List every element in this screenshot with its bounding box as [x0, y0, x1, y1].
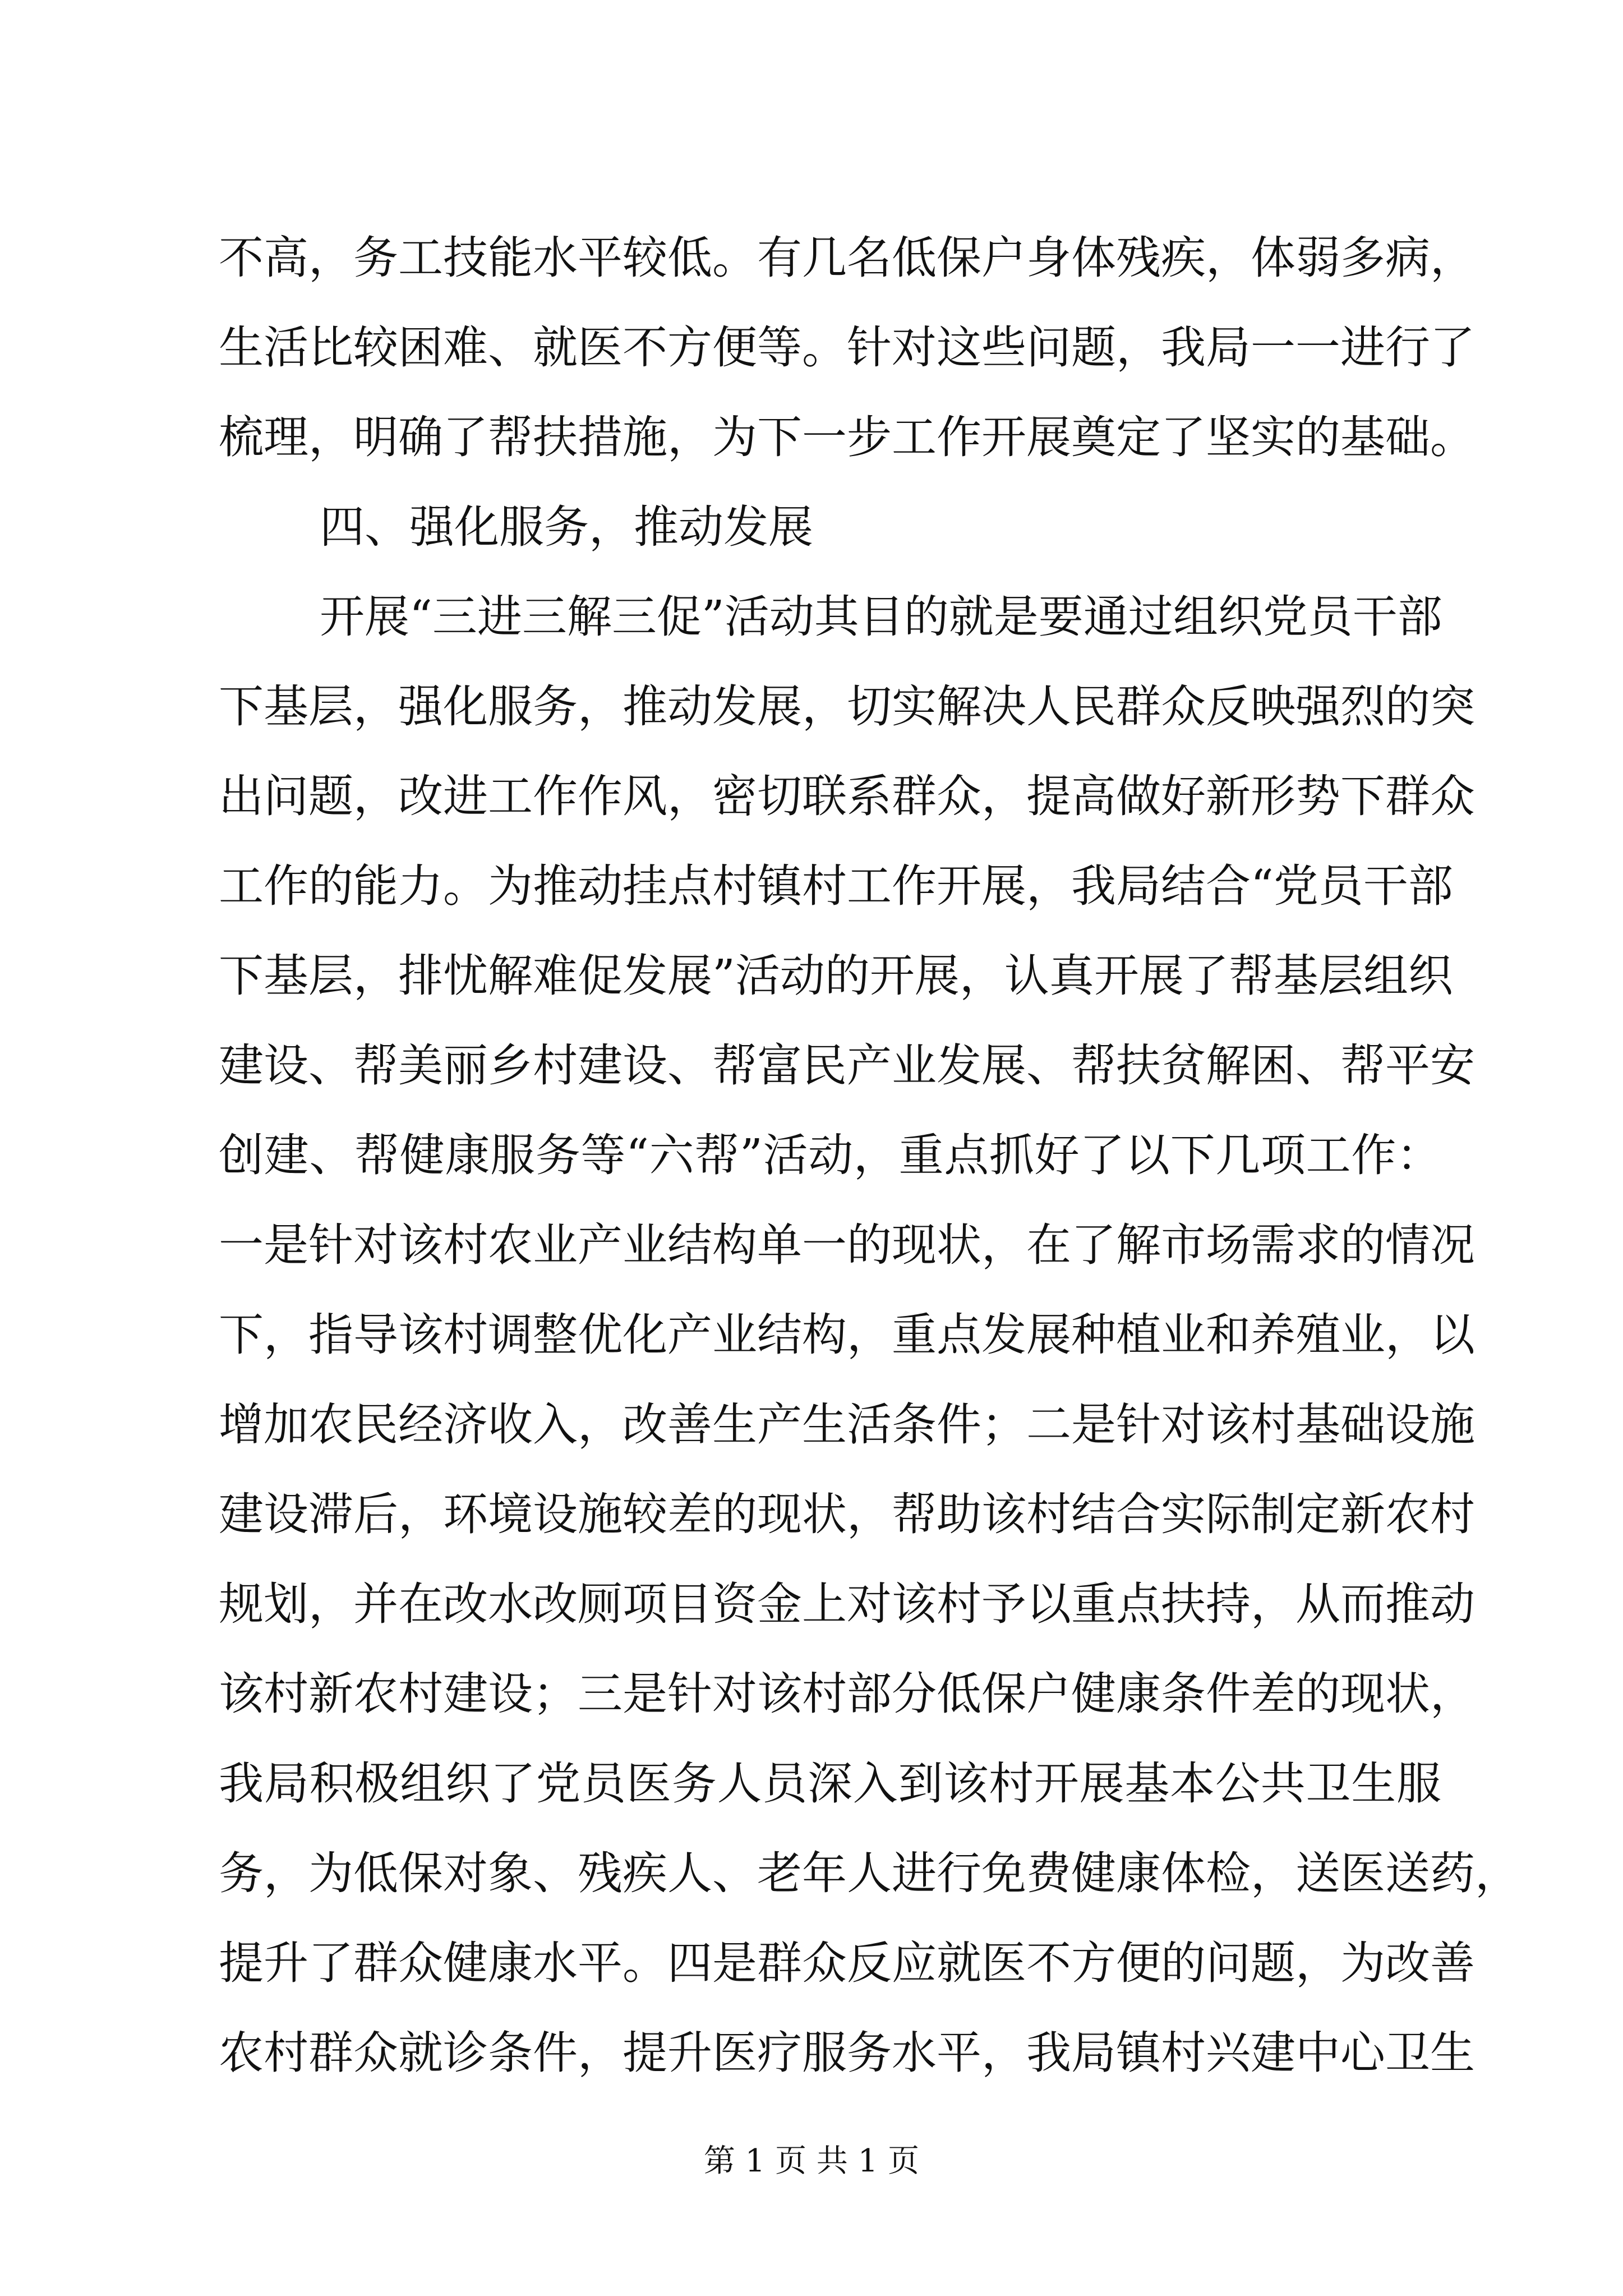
paragraph-line: 农村群众就诊条件，提升医疗服务水平，我局镇村兴建中心卫生	[219, 2027, 1475, 2079]
paragraph-line: 建设、帮美丽乡村建设、帮富民产业发展、帮扶贫解困、帮平安	[219, 1039, 1475, 1092]
paragraph-line: 该村新农村建设；三是针对该村部分低保户健康条件差的现状，	[219, 1668, 1475, 1720]
paragraph-line: 下基层，排忧解难促发展”活动的开展，认真开展了帮基层组织	[219, 950, 1453, 1002]
paragraph-line: 生活比较困难、就医不方便等。针对这些问题，我局一一进行了	[219, 321, 1475, 374]
paragraph-line: 创建、帮健康服务等“六帮”活动，重点抓好了以下几项工作：	[219, 1129, 1441, 1181]
page-number-footer: 第 1 页 共 1 页	[703, 2143, 920, 2179]
paragraph-line: 规划，并在改水改厕项目资金上对该村予以重点扶持，从而推动	[219, 1578, 1475, 1630]
paragraph-line: 提升了群众健康水平。四是群众反应就医不方便的问题，为改善	[219, 1937, 1475, 1989]
paragraph-line: 出问题，改进工作作风，密切联系群众，提高做好新形势下群众	[219, 770, 1475, 822]
paragraph-line: 下基层，强化服务，推动发展，切实解决人民群众反映强烈的突	[219, 680, 1475, 733]
paragraph-line: 我局积极组织了党员医务人员深入到该村开展基本公共卫生服	[219, 1757, 1441, 1810]
paragraph-line: 增加农民经济收入，改善生产生活条件；二是针对该村基础设施	[219, 1398, 1475, 1451]
paragraph-line: 梳理，明确了帮扶措施，为下一步工作开展奠定了坚实的基础。	[219, 411, 1475, 463]
paragraph-line: 不高，务工技能水平较低。有几名低保户身体残疾，体弱多病，	[219, 232, 1475, 284]
paragraph-line: 建设滞后，环境设施较差的现状，帮助该村结合实际制定新农村	[219, 1488, 1475, 1540]
paragraph-line: 下，指导该村调整优化产业结构，重点发展种植业和养殖业，以	[219, 1309, 1475, 1361]
document-body	[219, 213, 1520, 2098]
paragraph-line: 开展“三进三解三促”活动其目的就是要通过组织党员干部	[320, 591, 1442, 643]
section-heading: 四、强化服务，推动发展	[320, 501, 813, 553]
paragraph-line: 务，为低保对象、残疾人、老年人进行免费健康体检，送医送药，	[219, 1847, 1520, 1899]
paragraph-line: 工作的能力。为推动挂点村镇村工作开展，我局结合“党员干部	[219, 860, 1453, 912]
paragraph-line: 一是针对该村农业产业结构单一的现状，在了解市场需求的情况	[219, 1219, 1475, 1271]
